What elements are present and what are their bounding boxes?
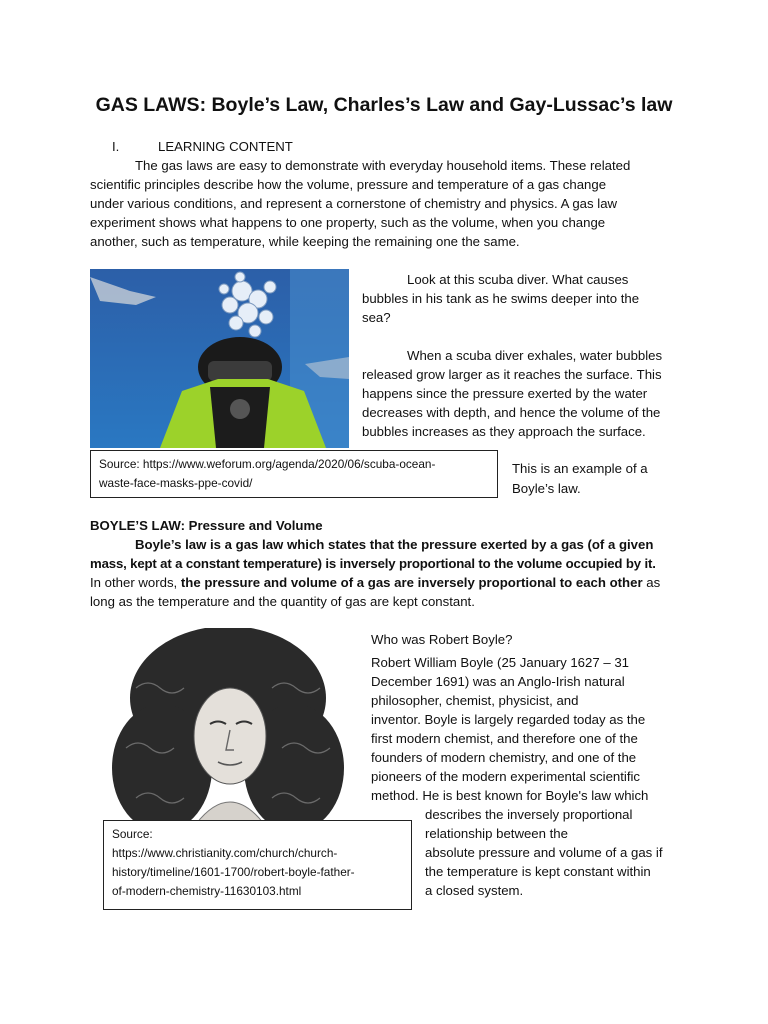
diver-question-2: bubbles in his tank as he swims deeper into the: [362, 291, 640, 306]
robert-bio-10: relationship between the: [425, 826, 568, 841]
robert-bio-1: Robert William Boyle (25 January 1627 – 31: [371, 655, 630, 670]
robert-question: Who was Robert Boyle?: [371, 632, 513, 647]
robert-bio-7: pioneers of the modern experimental scientific: [371, 769, 641, 784]
robert-bio-2: December 1691) was an Anglo-Irish natural: [371, 674, 625, 689]
boyle-law-line-1: Boyle’s law is a gas law which states that the pressure exerted by a gas (of a given: [135, 537, 654, 552]
boyle-law-line-4: long as the temperature and the quantity of gas are kept constant.: [90, 594, 475, 609]
scuba-diver-photo: [90, 269, 349, 448]
robert-bio-9: describes the inversely proportional: [425, 807, 633, 822]
diver-answer-4: decreases with depth, and hence the volume of the: [362, 405, 661, 420]
diver-source-line-2: waste-face-masks-ppe-covid/: [99, 476, 253, 490]
robert-bio-6: founders of modern chemistry, and one of the: [371, 750, 637, 765]
diver-answer-1: When a scuba diver exhales, water bubbles: [407, 348, 663, 363]
diver-source-box: [90, 450, 498, 498]
diver-answer-2: released grow larger as it reaches the surface. This: [362, 367, 662, 382]
section-number: I.: [112, 139, 120, 154]
boyle-law-line-3c: as: [642, 575, 661, 590]
intro-line-2: scientific principles describe how the volume, pressure and temperature of a gas change: [90, 177, 607, 192]
boyle-law-line-3a: In other words,: [90, 575, 181, 590]
diver-question-1: Look at this scuba diver. What causes: [407, 272, 629, 287]
example-line-1: This is an example of a: [512, 461, 648, 476]
boyle-law-line-3b: the pressure and volume of a gas are inversely proportional to each other: [180, 575, 643, 590]
robert-bio-13: a closed system.: [425, 883, 524, 898]
robert-bio-5: first modern chemist, and therefore one of the: [371, 731, 638, 746]
diver-answer-3: happens since the pressure exerted by the water: [362, 386, 648, 401]
boyle-law-heading: BOYLE’S LAW: Pressure and Volume: [90, 518, 323, 533]
robert-source-line-1: Source:: [112, 827, 153, 841]
intro-line-1: The gas laws are easy to demonstrate with everyday household items. These related: [135, 158, 631, 173]
robert-bio-8: method. He is best known for Boyle's law which: [371, 788, 649, 803]
robert-bio-12: the temperature is kept constant within: [425, 864, 651, 879]
boyle-law-line-2: mass, kept at a constant temperature) is inversely proportional to the volume occupied by it.: [90, 556, 656, 571]
intro-line-5: another, such as temperature, while keeping the remaining one the same.: [90, 234, 520, 249]
intro-line-3: under various conditions, and represent a cornerstone of chemistry and physics. A gas law: [90, 196, 618, 211]
example-line-2: Boyle’s law.: [512, 481, 581, 496]
diver-source-line-1: Source: https://www.weforum.org/agenda/2020/06/scuba-ocean-: [99, 457, 436, 471]
diver-answer-5: bubbles increases as they approach the surface.: [362, 424, 646, 439]
robert-bio-3: philosopher, chemist, physicist, and: [371, 693, 579, 708]
robert-source-line-3: history/timeline/1601-1700/robert-boyle-father-: [112, 865, 355, 879]
robert-bio-11: absolute pressure and volume of a gas if: [425, 845, 663, 860]
robert-source-line-4: of-modern-chemistry-11630103.html: [112, 884, 302, 898]
intro-line-4: experiment shows what happens to one property, such as the volume, when you change: [90, 215, 606, 230]
robert-source-line-2: https://www.christianity.com/church/church-: [112, 846, 338, 860]
robert-bio-4: inventor. Boyle is largely regarded today as the: [371, 712, 646, 727]
page-title: GAS LAWS: Boyle’s Law, Charles’s Law and Gay-Lussac’s law: [95, 94, 673, 116]
robert-boyle-portrait: [96, 628, 360, 824]
robert-source-box: [103, 820, 412, 910]
boyle-law-line-3: [90, 573, 660, 592]
section-label: LEARNING CONTENT: [158, 139, 293, 154]
diver-question-3: sea?: [362, 310, 391, 325]
